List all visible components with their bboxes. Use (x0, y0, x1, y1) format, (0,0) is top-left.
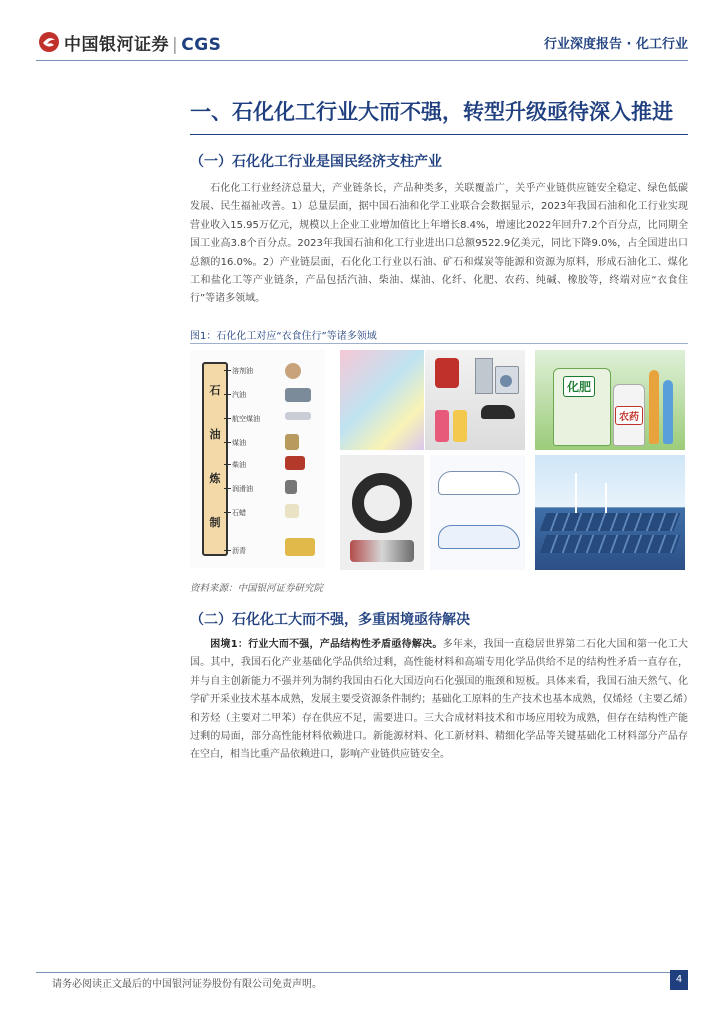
shoe-icon (481, 405, 515, 419)
refine-product: 煤油 (232, 439, 246, 447)
refine-product: 汽油 (232, 391, 246, 399)
solar-panel-icon (540, 535, 681, 553)
subsection-2-paragraph (190, 636, 688, 765)
road-roller-icon (285, 538, 315, 556)
header-divider (36, 60, 688, 61)
section-title-divider (190, 134, 688, 135)
page-number: 4 (670, 970, 688, 990)
kerosene-icon (285, 434, 299, 450)
oil-barrel-icon (285, 363, 301, 379)
refine-product: 航空煤油 (232, 415, 260, 423)
test-tube-icon (649, 370, 659, 444)
plastic-goods-image (340, 350, 424, 450)
rubber-tire-image (340, 455, 424, 570)
figure-divider (190, 343, 688, 344)
car-icon (285, 388, 311, 402)
logo-separator: | (172, 35, 179, 55)
towel-icon (453, 410, 467, 442)
figure-caption: 图1：石化化工对应“衣食住行”等诸多领域 (190, 331, 377, 342)
refine-char: 制 (209, 516, 221, 529)
refining-column (202, 362, 228, 556)
refine-product: 沥青 (232, 547, 246, 555)
test-tube-icon (663, 380, 673, 444)
refine-product: 溶剂油 (232, 367, 253, 375)
solar-panel-icon (540, 513, 681, 531)
car-outline-icon (438, 471, 520, 495)
wind-turbine-icon (605, 483, 607, 513)
subsection-title-2: （二）石化化工大而不强，多重困境亟待解决 (190, 612, 470, 628)
subsection-title-1: （一）石化化工行业是国民经济支柱产业 (190, 154, 442, 170)
paragraph-text: 石化化工行业经济总量大，产业链条长，产品种类多，关联覆盖广，关乎产业链供应链安全稳定、绿色低碳发展、民生福祉改善。1）总量层面，据中国石油和化学工业联合会数据显示，2023年我国石油和化工行业实现营业收入15.95万亿元，规模以上企业工业增加值比上年增长8.4%，增速比2022年回升7.2个百分点，比同期全国工业高3.8个百分点。2023年我国石油和化工行业进出口总额9522.9亿美元，同比下降9.0%，占全国进出口总额的16.0%。2）产业链层面，石化化工行业以石油、矿石和煤炭等能源和资源为原料，形成石油化工、煤化工和盐化工等产业链条，产品包括汽油、柴油、煤油、化纤、化肥、农药、纯碱、橡胶等，终端对应“衣食住行”等诸多领域。 (190, 183, 688, 305)
wind-turbine-icon (575, 473, 577, 513)
company-logo (64, 30, 221, 55)
tractor-icon (285, 456, 305, 470)
refine-product: 柴油 (232, 461, 246, 469)
washing-machine-icon (495, 366, 519, 394)
solar-wind-image (535, 455, 685, 570)
pesticide-label: 农药 (615, 406, 643, 425)
footer-divider (36, 972, 688, 973)
fabric-roll-icon (350, 540, 414, 562)
sweater-icon (435, 358, 459, 388)
airplane-icon (285, 412, 311, 420)
cgs-logo-icon (38, 31, 60, 53)
refine-char: 油 (209, 428, 221, 441)
refine-product: 润滑油 (232, 485, 253, 493)
logo-cgs: CGS (181, 35, 222, 55)
footer-disclaimer: 请务必阅读正文最后的中国银河证券股份有限公司免责声明。 (52, 979, 322, 990)
refine-product: 石蜡 (232, 509, 246, 517)
car-cutaway-icon (438, 525, 520, 549)
fertilizer-pesticide-image (535, 350, 685, 450)
automotive-materials-image (430, 455, 525, 570)
towel-icon (435, 410, 449, 442)
textile-appliance-image (425, 350, 525, 450)
refine-char: 石 (209, 384, 221, 397)
figure-source: 资料来源：中国银河证券研究院 (190, 583, 324, 594)
oil-refining-diagram (190, 350, 325, 568)
wax-icon (285, 504, 299, 518)
logo-name: 中国银河证券 (64, 35, 169, 55)
lubricant-icon (285, 480, 297, 494)
tire-icon (352, 473, 412, 533)
subsection-1-paragraph (190, 180, 688, 309)
fertilizer-label: 化肥 (563, 376, 595, 397)
refrigerator-icon (475, 358, 493, 394)
section-title: 一、石化化工行业大而不强，转型升级亟待深入推进 (190, 99, 673, 124)
paragraph-text: 多年来，我国一直稳居世界第二石化大国和第一化工大国。其中，我国石化产业基础化学品供给过剩，高性能材料和高端专用化学品供给不足的结构性矛盾一直存在，并与自主创新能力不强并列为制约我国由石化大国迈向石化强国的瓶颈和短板。具体来看，我国石油天然气、化学矿开采业技术基本成熟，发展主要受资源条件制约；基础化工原料的生产技术也基本成熟，仅烯烃（主要乙烯）和芳烃（主要对二甲苯）存在供应不足，需要进口。三大合成材料技术和市场应用较为成熟，但存在结构性产能过剩的局面，部分高性能材料依赖进口。新能源材料、化工新材料、精细化学品等关键基础化工材料部分产品存在空白，相当比重产品依赖进口，影响产业链供应链安全。 (190, 639, 688, 761)
report-type: 行业深度报告 · 化工行业 (544, 37, 688, 52)
refine-char: 炼 (209, 472, 221, 485)
paragraph-lead: 困境1：行业大而不强，产品结构性矛盾亟待解决。 (210, 639, 443, 650)
